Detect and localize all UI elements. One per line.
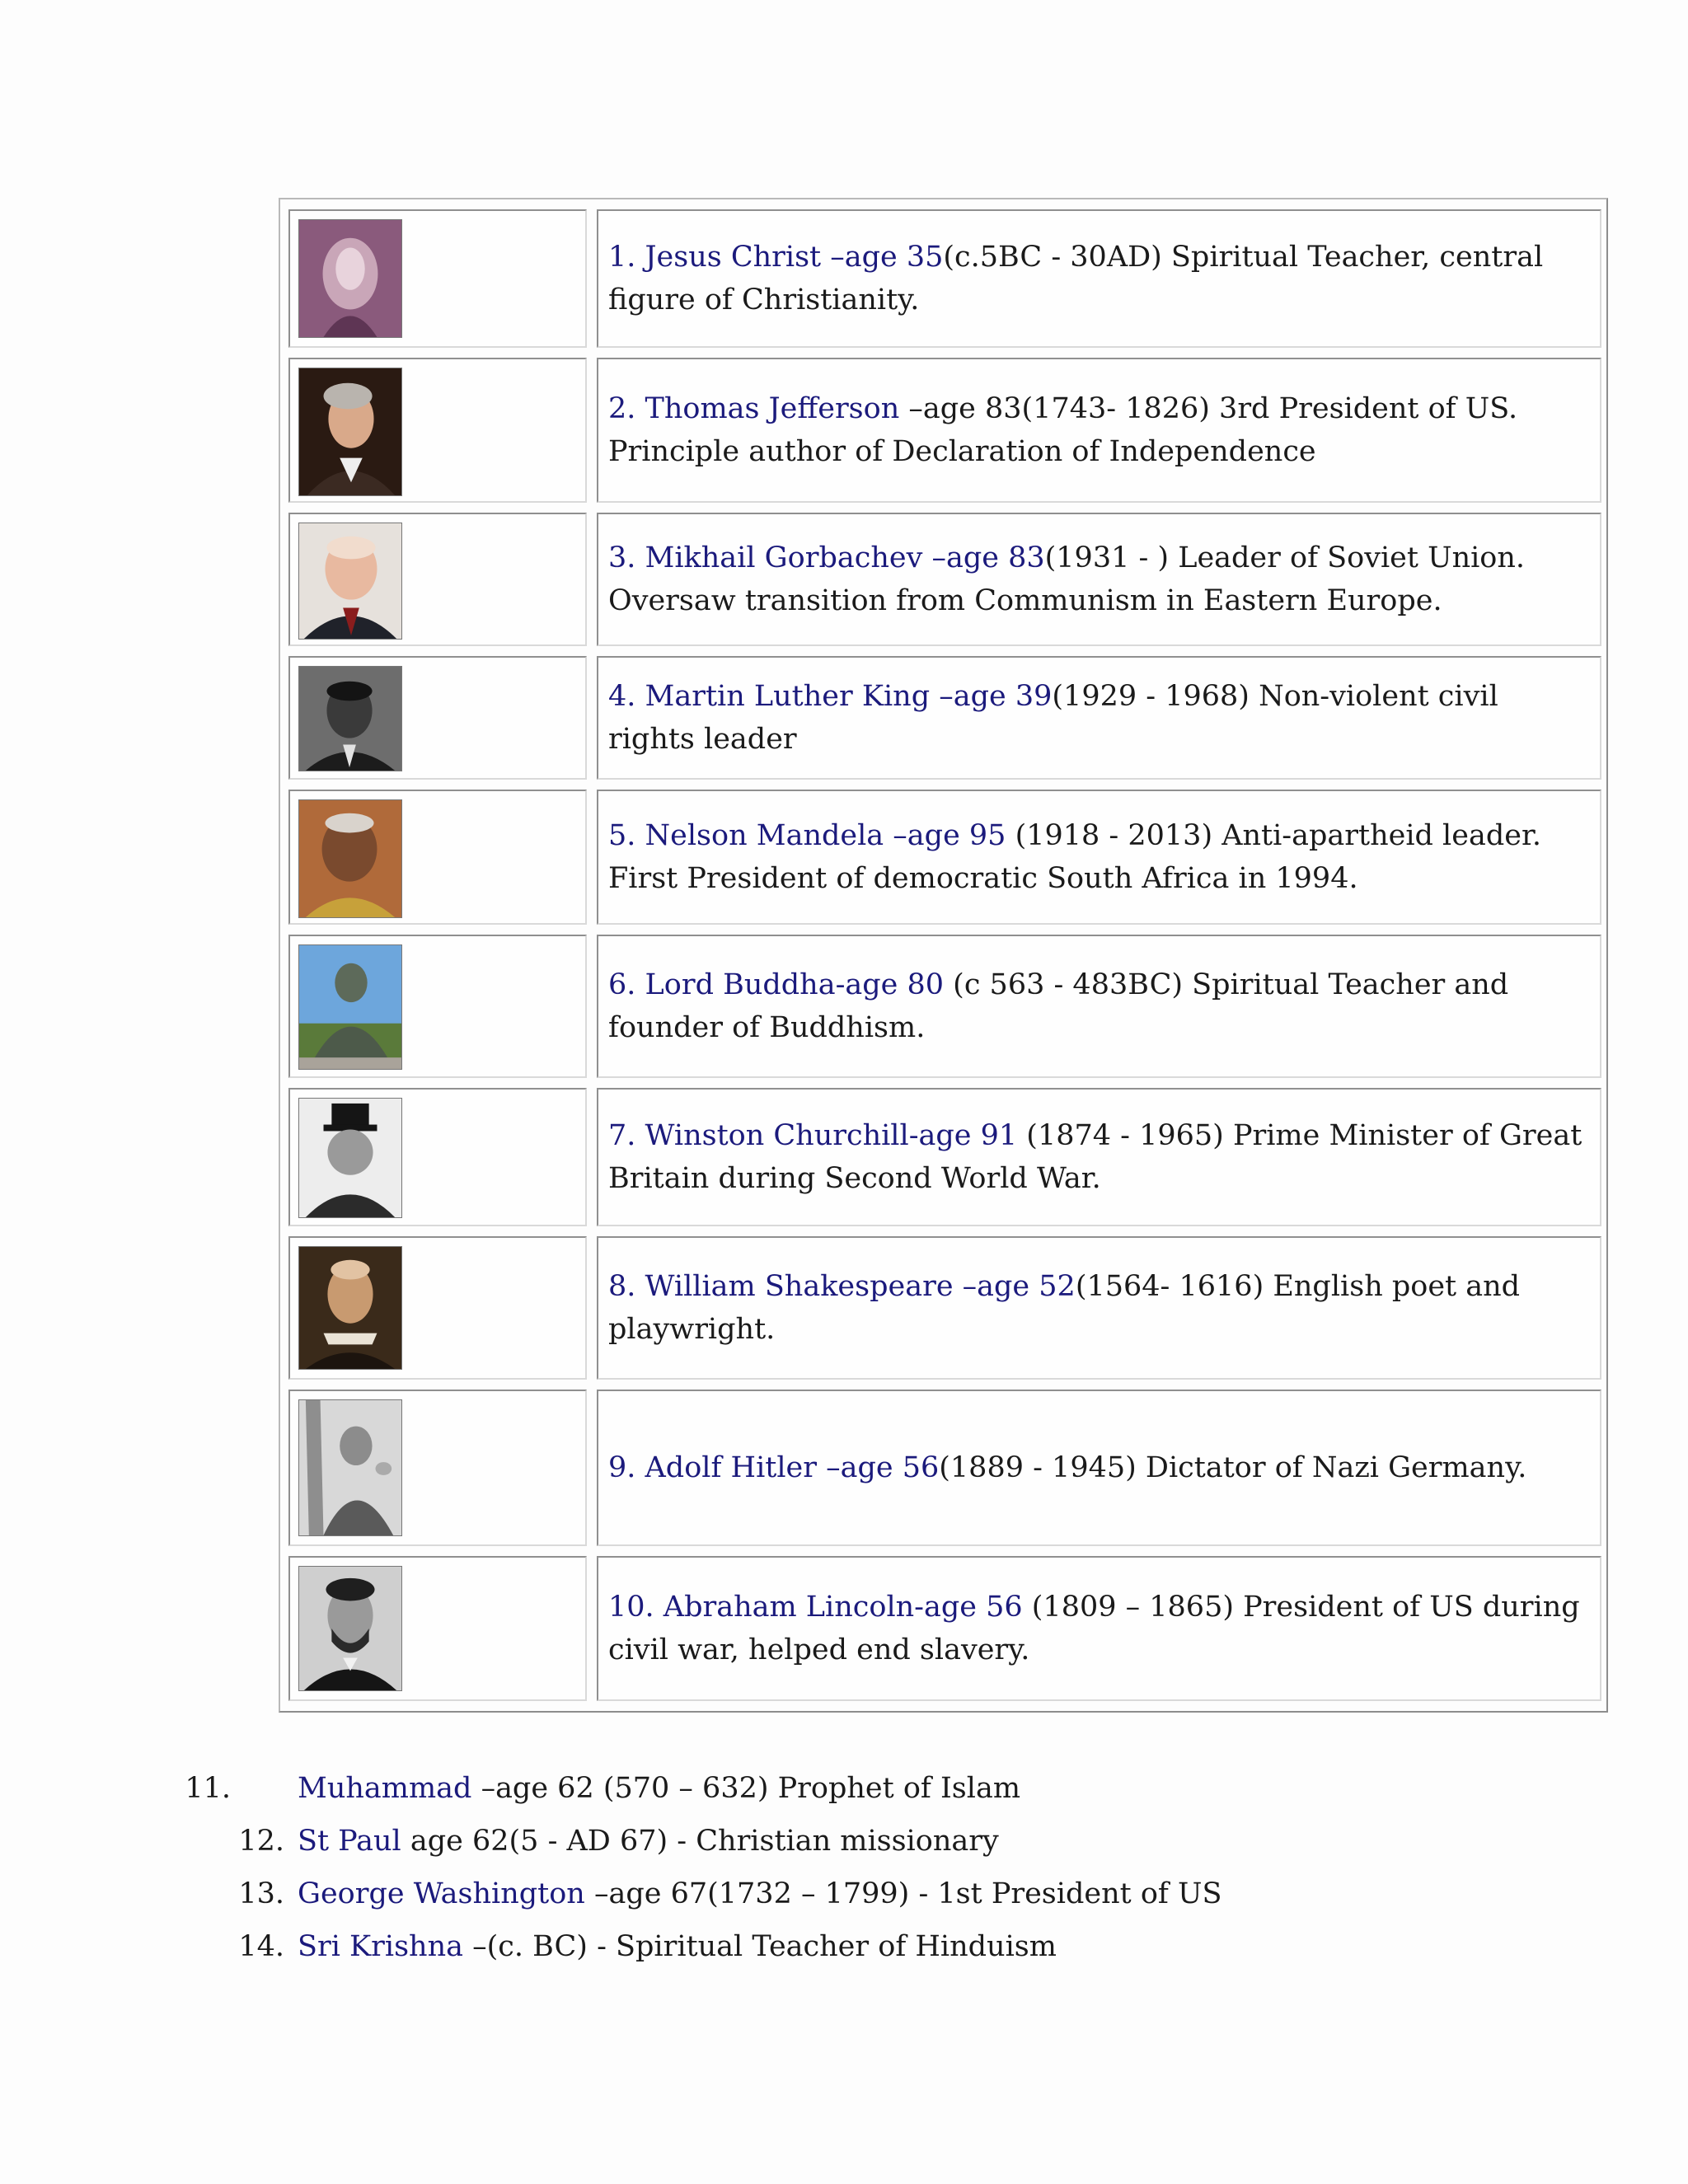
- person-link[interactable]: St Paul: [298, 1825, 401, 1858]
- list-item: [0, 1764, 1688, 1813]
- table-row-text-cell: [597, 513, 1601, 646]
- table-row-image-cell: [288, 513, 587, 646]
- list-item: [0, 1869, 1688, 1919]
- person-link[interactable]: 7. Winston Churchill-age 91: [608, 1119, 1018, 1152]
- table-row-text: 5. Nelson Mandela –age 95 (1918 - 2013) Anti-apartheid leader. First President of democratic South Africa in 1994.: [608, 819, 1541, 895]
- hitler-photo: [298, 1399, 402, 1536]
- lincoln-portrait: [298, 1566, 402, 1691]
- table-row-text: 6. Lord Buddha-age 80 (c 563 - 483BC) Spiritual Teacher and founder of Buddhism.: [608, 968, 1509, 1044]
- person-link[interactable]: 4. Martin Luther King –age 39: [608, 680, 1053, 713]
- table-row-text-cell: [597, 209, 1601, 348]
- table-row-text-cell: [597, 1390, 1601, 1546]
- gorbachev-portrait: [298, 523, 402, 640]
- table-row-text: 4. Martin Luther King –age 39(1929 - 1968) Non-violent civil rights leader: [608, 680, 1498, 756]
- table-row-image-cell: [288, 1390, 587, 1546]
- person-link[interactable]: 3. Mikhail Gorbachev –age 83: [608, 541, 1045, 574]
- person-link[interactable]: 2. Thomas Jefferson: [608, 392, 900, 425]
- mandela-portrait: [298, 799, 402, 918]
- shakespeare-portrait: [298, 1246, 402, 1370]
- person-link[interactable]: 9. Adolf Hitler –age 56: [608, 1451, 940, 1484]
- person-link[interactable]: 6. Lord Buddha-age 80: [608, 968, 945, 1001]
- table-row-text-cell: [597, 935, 1601, 1078]
- list-item-text: George Washington –age 67(1732 – 1799) - 1st President of US: [298, 1877, 1222, 1910]
- list-item-text: Sri Krishna –(c. BC) - Spiritual Teacher of Hinduism: [298, 1930, 1057, 1963]
- table-row-image-cell: [288, 656, 587, 780]
- buddha-statue-photo: [298, 944, 402, 1070]
- list-item-text: St Paul age 62(5 - AD 67) - Christian missionary: [298, 1825, 999, 1858]
- table-row-text: 2. Thomas Jefferson –age 83(1743- 1826) 3rd President of US. Principle author of Declaration of Independence: [608, 392, 1518, 468]
- list-item-text: Muhammad –age 62 (570 – 632) Prophet of Islam: [298, 1772, 1021, 1805]
- table-row-text: 3. Mikhail Gorbachev –age 83(1931 - ) Leader of Soviet Union. Oversaw transition from Communism in Eastern Europe.: [608, 541, 1526, 617]
- people-table: [279, 198, 1608, 1713]
- table-row-text: 10. Abraham Lincoln-age 56 (1809 – 1865) President of US during civil war, helped end slavery.: [608, 1591, 1580, 1666]
- table-row-text-cell: [597, 790, 1601, 925]
- list-item-number: 12.: [238, 1825, 284, 1858]
- person-link[interactable]: 8. William Shakespeare –age 52: [608, 1270, 1076, 1303]
- table-row-text: 8. William Shakespeare –age 52(1564- 1616) English poet and playwright.: [608, 1270, 1521, 1346]
- table-row-text: 7. Winston Churchill-age 91 (1874 - 1965) Prime Minister of Great Britain during Second World War.: [608, 1119, 1582, 1195]
- table-row-image-cell: [288, 935, 587, 1078]
- table-row-text-cell: [597, 1236, 1601, 1380]
- list-item-number: 14.: [238, 1930, 284, 1963]
- table-row-text-cell: [597, 656, 1601, 780]
- table-row-text: 9. Adolf Hitler –age 56(1889 - 1945) Dictator of Nazi Germany.: [608, 1451, 1527, 1484]
- mlk-portrait: [298, 666, 402, 771]
- jesus-portrait: [298, 219, 402, 338]
- table-row-text: 1. Jesus Christ –age 35(c.5BC - 30AD) Spiritual Teacher, central figure of Christianity.: [608, 241, 1544, 316]
- table-row-text-cell: [597, 1556, 1601, 1701]
- table-row-text-cell: [597, 358, 1601, 503]
- table-row-text-cell: [597, 1088, 1601, 1226]
- list-item: [0, 1922, 1688, 1971]
- table-row-image-cell: [288, 358, 587, 503]
- table-row-image-cell: [288, 209, 587, 348]
- table-row-image-cell: [288, 1088, 587, 1226]
- list-item-number: 11.: [185, 1772, 231, 1805]
- jefferson-portrait: [298, 368, 402, 496]
- person-link[interactable]: Sri Krishna: [298, 1930, 464, 1963]
- person-link[interactable]: Muhammad: [298, 1772, 472, 1805]
- list-item-number: 13.: [238, 1877, 284, 1910]
- table-row-image-cell: [288, 1556, 587, 1701]
- person-link[interactable]: 5. Nelson Mandela –age 95: [608, 819, 1006, 852]
- table-row-image-cell: [288, 1236, 587, 1380]
- list-item: [0, 1816, 1688, 1866]
- person-link[interactable]: 10. Abraham Lincoln-age 56: [608, 1591, 1023, 1624]
- person-link[interactable]: 1. Jesus Christ –age 35: [608, 241, 944, 274]
- table-row-image-cell: [288, 790, 587, 925]
- person-link[interactable]: George Washington: [298, 1877, 585, 1910]
- churchill-portrait: [298, 1098, 402, 1218]
